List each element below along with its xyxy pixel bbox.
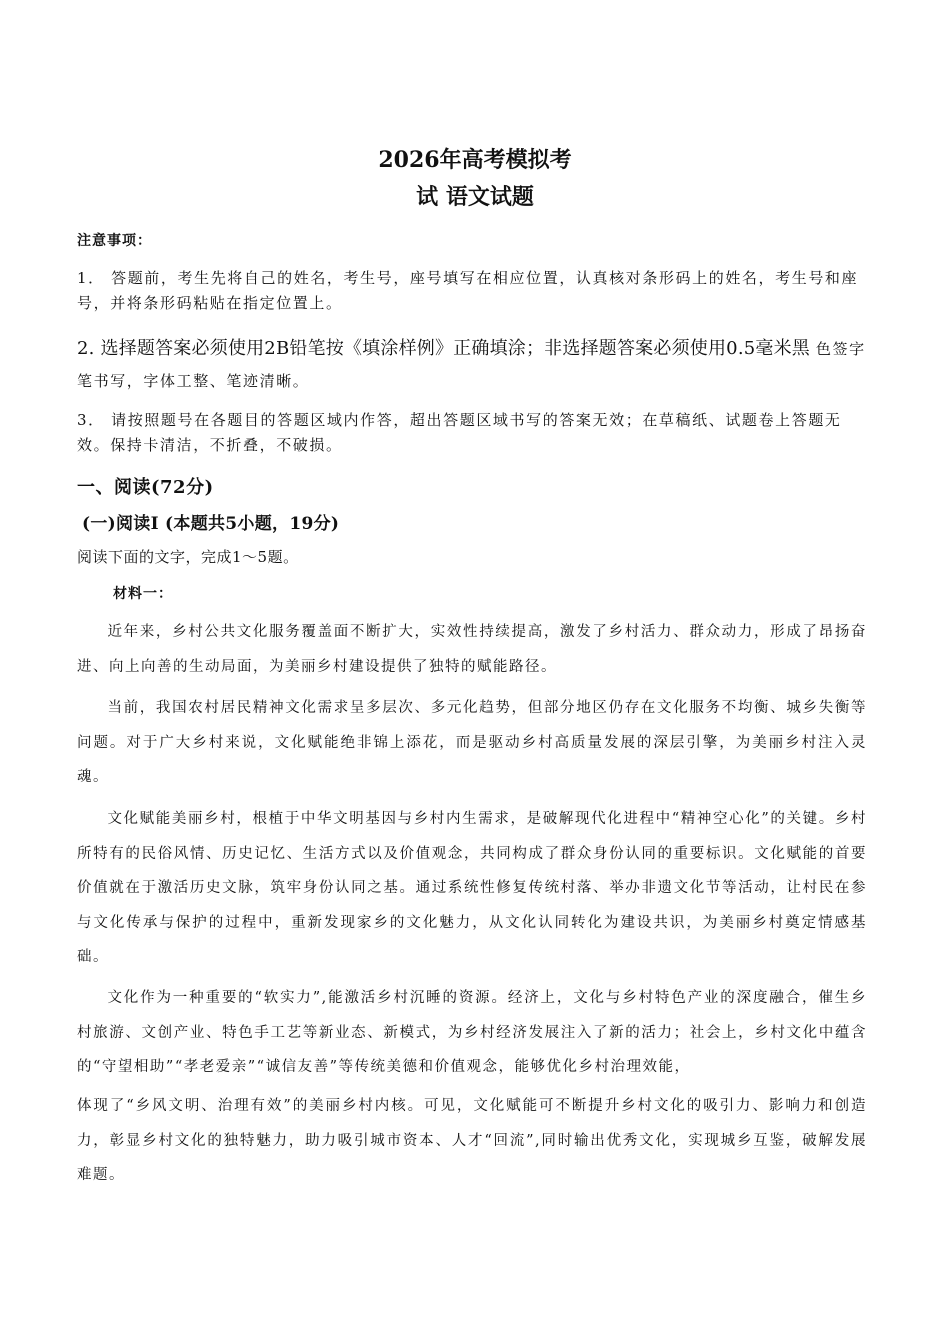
exam-title-line-2: 试 语文试题 (416, 184, 534, 210)
material-paragraph-5: 体现了“乡风文明、治理有效”的美丽乡村内核。可见，文化赋能可不断提升乡村文化的吸引力、影响力和创造力，彰显乡村文化的独特魅力，助力吸引城市资本、人才“回流”,同时输出优秀文化，实现城乡互鉴，破解发展难题。 (77, 1098, 867, 1183)
material-heading: 材料一： (113, 586, 173, 602)
notice-item-3: 3． 请按照题号在各题目的答题区域内作答，超出答题区域书写的答案无效；在草稿纸、试题卷上答题无效。保持卡清洁，不折叠，不破损。 (77, 411, 842, 454)
material-paragraph-1: 近年来，乡村公共文化服务覆盖面不断扩大，实效性持续提高，激发了乡村活力、群众动力，形成了昂扬奋进、向上向善的生动局面，为美丽乡村建设提供了独特的赋能路径。 (77, 624, 867, 675)
notice-item-2 (77, 333, 867, 397)
notice-heading: 注意事项： (77, 233, 152, 249)
notice-item-1: 1． 答题前，考生先将自己的姓名，考生号，座号填写在相应位置，认真核对条形码上的姓名，考生号和座号，并将条形码粘贴在指定位置上。 (77, 269, 859, 312)
notice-item-2-main: 2. 选择题答案必须使用2B铅笔按《填涂样例》正确填涂；非选择题答案必须使用0.5毫米黑 (77, 338, 810, 359)
subsection-heading: (一)阅读Ⅰ (本题共5小题，19分) (82, 514, 340, 534)
material-paragraph-3: 文化赋能美丽乡村，根植于中华文明基因与乡村内生需求，是破解现代化进程中“精神空心化”的关键。乡村所特有的民俗风情、历史记忆、生活方式以及价值观念，共同构成了群众身份认同的重要标识。文化赋能的首要价值就在于激活历史文脉，筑牢身份认同之基。通过系统性修复传统村落、举办非遗文化节等活动，让村民在参与文化传承与保护的过程中，重新发现家乡的文化魅力，从文化认同转化为建设共识，为美丽乡村奠定情感基础。 (77, 811, 867, 965)
exam-title-line-1: 2026年高考模拟考 (378, 147, 572, 173)
section-heading: 一、阅读(72分) (77, 477, 214, 498)
reading-instruction: 阅读下面的文字，完成1～5题。 (77, 548, 299, 566)
material-paragraph-4: 文化作为一种重要的“软实力”,能激活乡村沉睡的资源。经济上，文化与乡村特色产业的深度融合，催生乡村旅游、文创产业、特色手工艺等新业态、新模式，为乡村经济发展注入了新的活力；社会上，乡村文化中蕴含的“守望相助”“孝老爱亲”“诚信友善”等传统美德和价值观念，能够优化乡村治理效能， (77, 990, 867, 1075)
notice-item-2-tail: 色签字笔书写，字体工整、笔迹清晰。 (77, 340, 866, 390)
material-paragraph-2: 当前，我国农村居民精神文化需求呈多层次、多元化趋势，但部分地区仍存在文化服务不均衡、城乡失衡等问题。对于广大乡村来说，文化赋能绝非锦上添花，而是驱动乡村高质量发展的深层引擎，为美丽乡村注入灵魂。 (77, 700, 867, 785)
